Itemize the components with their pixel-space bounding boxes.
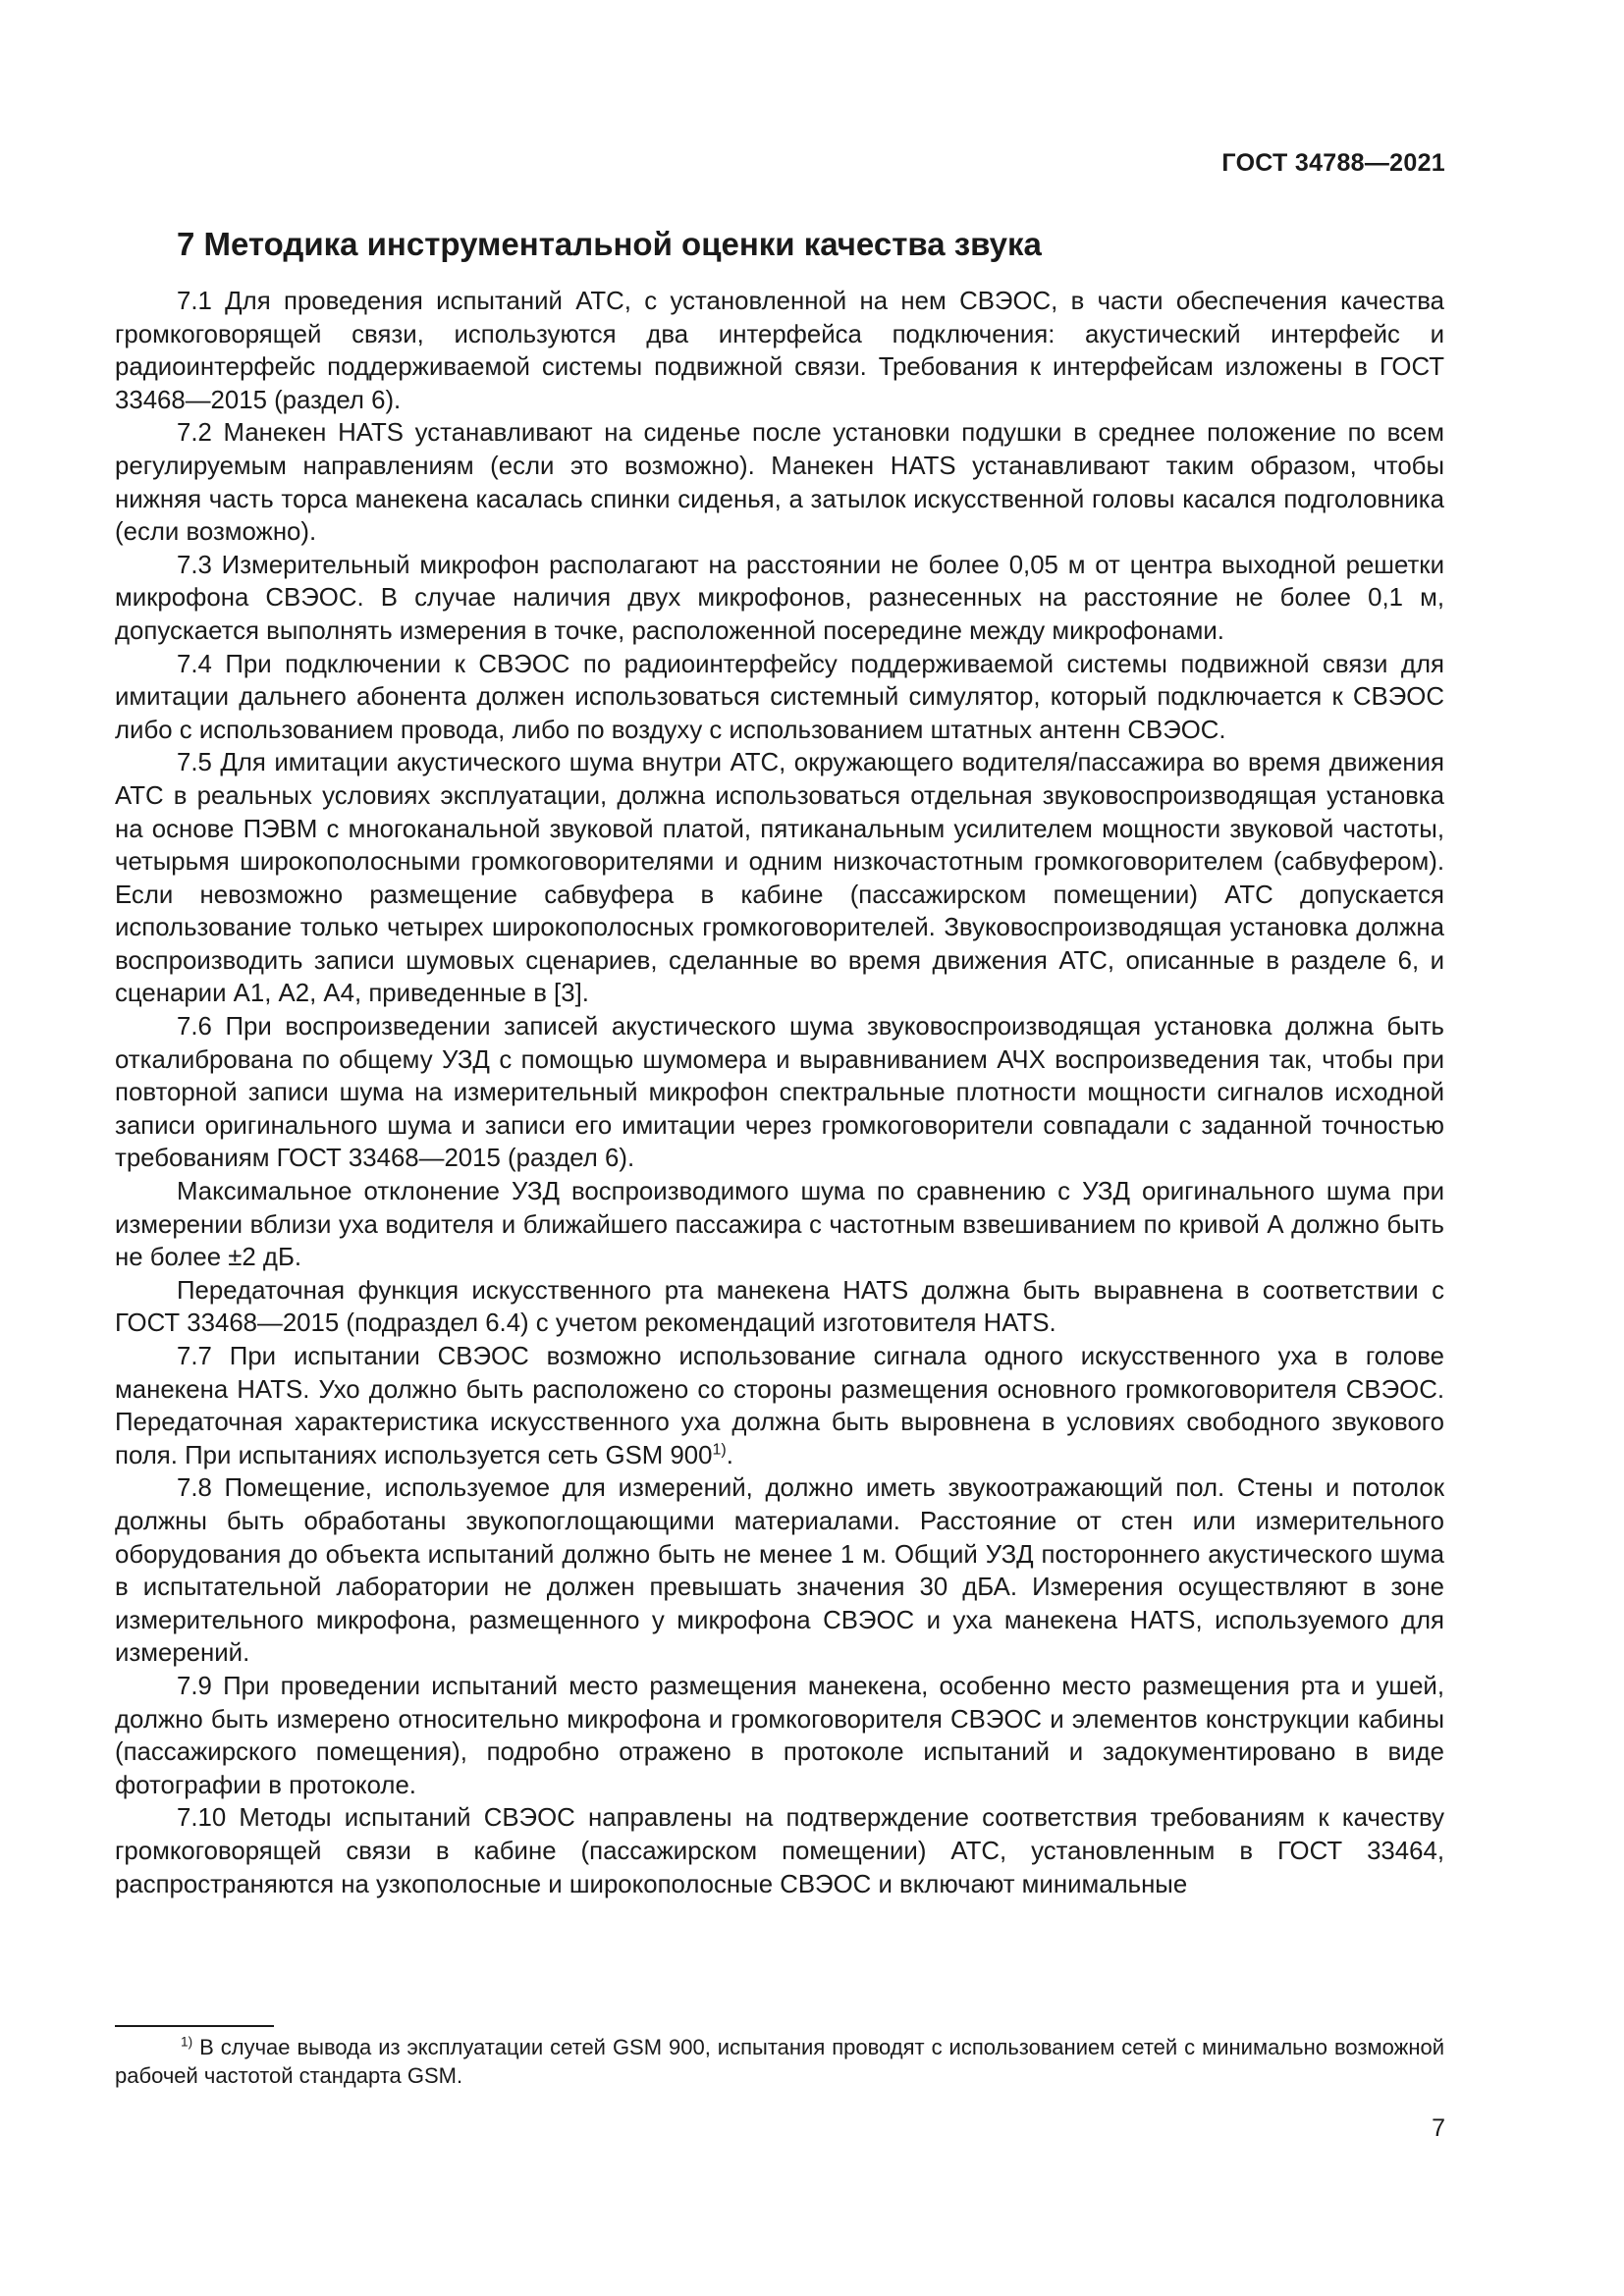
paragraph-7-5: 7.5 Для имитации акустического шума внутри АТС, окружающего водителя/пассажира во время движения АТС в реальных условиях эксплуатации, должна использоваться отдельная звуковоспроизводящая установка на основе ПЭВМ с многоканальной звуковой платой, пятиканальным усилителем мощности звуковой частоты, четырьмя широкополосными громкоговорителями и одним низкочастотным громкоговорителем (сабвуфером). Если невозможно размещение сабвуфера в кабине (пассажирском помещении) АТС допускается использование только четырех широкополосных громкоговорителей. Звуковоспроизводящая установка должна воспроизводить записи шумовых сценариев, сделанные во время движения АТС, описанные в разделе 6, и сценарии А1, А2, А4, приведенные в [3]. <box>115 749 1444 1008</box>
page-number: 7 <box>1432 2114 1445 2142</box>
paragraph-7-7 <box>115 1341 1444 1472</box>
paragraph-7-6-transfer-function: Передаточная функция искусственного рта манекена HATS должна быть выравнена в соответствии с ГОСТ 33468—2015 (подраздел 6.4) с учетом рекомендаций изготовителя HATS. <box>115 1276 1444 1338</box>
paragraph-7-10: 7.10 Методы испытаний СВЭОС направлены на подтверждение соответствия требованиям к качеству громкоговорящей связи в кабине (пассажирском помещении) АТС, установленным в ГОСТ 33464, распространяются на узкополосные и широкополосные СВЭОС и включают минимальные <box>115 1804 1444 1898</box>
paragraph-7-6: 7.6 При воспроизведении записей акустического шума звуковоспроизводящая установка должна быть откалибрована по общему УЗД с помощью шумомера и выравниванием АЧХ воспроизведения так, чтобы при повторной записи шума на измерительный микрофон спектральные плотности мощности сигналов исходной записи оригинального шума и записи его имитации через громкоговорители совпадали с заданной точностью требованиям ГОСТ 33468—2015 (раздел 6). <box>115 1013 1444 1173</box>
paragraph-7-8: 7.8 Помещение, используемое для измерений, должно иметь звукоотражающий пол. Стены и потолок должны быть обработаны звукопоглощающими материалами. Расстояние от стен или измерительного оборудования до объекта испытаний должно быть не менее 1 м. Общий УЗД постороннего акустического шума в испытательной лаборатории не должен превышать значения 30 дБА. Измерения осуществляют в зоне измерительного микрофона, размещенного у микрофона СВЭОС и уха манекена HATS, используемого для измерений. <box>115 1474 1444 1668</box>
paragraph-7-3: 7.3 Измерительный микрофон располагают на расстоянии не более 0,05 м от центра выходной решетки микрофона СВЭОС. В случае наличия двух микрофонов, разнесенных на расстояние не более 0,1 м, допускается выполнять измерения в точке, расположенной посередине между микрофонами. <box>115 551 1444 645</box>
standard-code: ГОСТ 34788—2021 <box>1221 149 1445 177</box>
paragraph-7-1: 7.1 Для проведения испытаний АТС, с установленной на нем СВЭОС, в части обеспечения качества громкоговорящей связи, используются два интерфейса подключения: акустический интерфейс и радиоинтерфейс поддерживаемой системы подвижной связи. Требования к интерфейсам изложены в ГОСТ 33468—2015 (раздел 6). <box>115 288 1444 414</box>
paragraph-7-7-text: 7.7 При испытании СВЭОС возможно использование сигнала одного искусственного уха в голове манекена HATS. Ухо должно быть расположено со стороны размещения основного громкоговорителя СВЭОС. Передаточная характеристика искусственного уха должна быть выровнена в условиях свободного звукового поля. При испытаниях используется сеть GSM 900 <box>115 1343 1444 1469</box>
paragraph-7-9: 7.9 При проведении испытаний место размещения манекена, особенно место размещения рта и ушей, должно быть измерено относительно микрофона и громкоговорителя СВЭОС и элементов конструкции кабины (пассажирского помещения), подробно отражено в протоколе испытаний и задокументировано в виде фотографии в протоколе. <box>115 1672 1444 1799</box>
footnote-text: В случае вывода из эксплуатации сетей GSM 900, испытания проводят с использованием сетей с минимально возможной рабочей частотой стандарта GSM. <box>115 2035 1444 2088</box>
footnote <box>115 2033 1444 2090</box>
paragraph-7-2: 7.2 Манекен HATS устанавливают на сиденье после установки подушки в среднее положение по всем регулируемым направлениям (если это возможно). Манекен HATS устанавливают таким образом, чтобы нижняя часть торса манекена касалась спинки сиденья, а затылок искусственной головы касался подголовника (если возможно). <box>115 419 1444 547</box>
footnote-marker: 1) <box>181 2034 193 2050</box>
footnote-reference[interactable]: 1) <box>712 1441 727 1459</box>
body-text <box>115 286 1444 1901</box>
paragraph-7-7-tail: . <box>726 1441 733 1469</box>
paragraph-7-6-deviation: Максимальное отклонение УЗД воспроизводимого шума по сравнению с УЗД оригинального шума при измерении вблизи уха водителя и ближайшего пассажира с частотным взвешиванием по кривой А должно быть не более ±2 дБ. <box>115 1178 1444 1272</box>
footnote-separator <box>115 2025 274 2027</box>
section-title: 7 Методика инструментальной оценки качества звука <box>177 226 1042 262</box>
paragraph-7-4: 7.4 При подключении к СВЭОС по радиоинтерфейсу поддерживаемой системы подвижной связи для имитации дальнего абонента должен использоваться системный симулятор, который подключается к СВЭОС либо с использованием провода, либо по воздуху с использованием штатных антенн СВЭОС. <box>115 650 1444 744</box>
